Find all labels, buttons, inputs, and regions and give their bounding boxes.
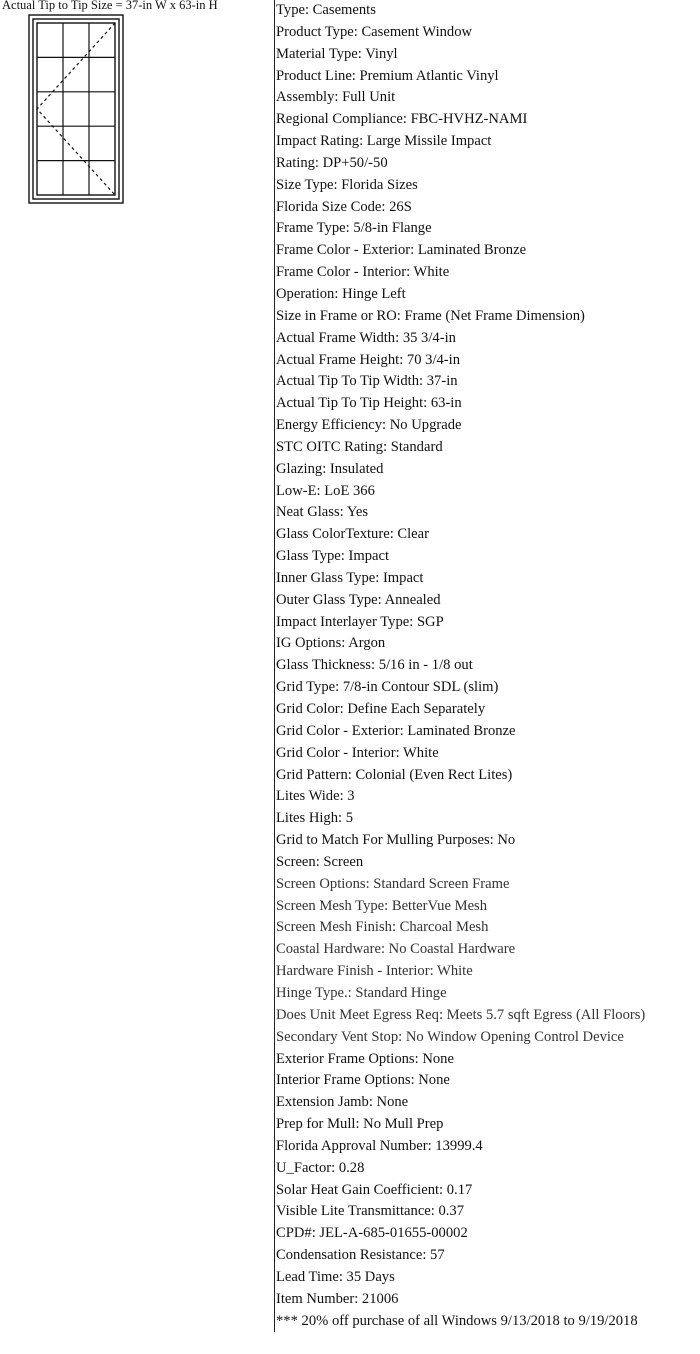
spec-value: No Coastal Hardware [388,941,516,958]
spec-label: Hinge Type. [276,984,348,1001]
spec-value: Laminated Bronze [417,242,527,259]
spec-label: U_Factor [276,1159,332,1176]
spec-row [275,677,700,699]
spec-label: Grid Type [276,679,336,696]
tip-to-tip-size-caption: Actual Tip to Tip Size = 37-in W x 63-in H [2,0,218,12]
spec-value: 35 Days [346,1268,395,1285]
spec-row [275,1070,700,1092]
spec-row [275,109,700,131]
spec-value: 5/16 in - 1/8 out [378,657,473,674]
spec-row [275,66,700,88]
spec-separator: : [382,417,390,434]
spec-row [275,1201,700,1223]
spec-label: Actual Frame Height [276,351,400,368]
spec-value: DP+50/-50 [322,154,388,171]
spec-label: Florida Approval Number [276,1137,428,1154]
spec-label: Product Line [276,67,352,84]
spec-row [275,917,700,939]
spec-value: Screen [323,853,364,870]
spec-row [275,262,700,284]
spec-separator: : [371,657,379,674]
spec-label: Extension Jamb [276,1094,369,1111]
spec-row [275,765,700,787]
spec-separator: : [347,766,356,783]
spec-value: 63-in [430,395,462,412]
spec-label: Does Unit Meet Egress Req [276,1006,439,1023]
spec-value: 13999.4 [435,1137,483,1154]
spec-separator: : [333,176,342,193]
spec-separator: : [383,438,391,455]
spec-separator: : [375,569,383,586]
spec-label: Interior Frame Options [276,1072,411,1089]
spec-label: Screen [276,853,316,870]
casement-window-hinge-left-icon [28,14,124,204]
spec-row [275,218,700,240]
spec-row [275,1136,700,1158]
spec-row [275,371,700,393]
spec-label: Outer Glass Type [276,591,378,608]
spec-value: 70 3/4-in [406,351,461,368]
spec-row [275,1158,700,1180]
spec-separator: : [338,1268,347,1285]
spec-label: Screen Mesh Finish [276,919,392,936]
spec-separator: : [355,1116,364,1133]
spec-value: 0.17 [446,1181,473,1198]
spec-label: Grid Color [276,701,340,717]
spec-value: Define Each Separately [347,701,486,717]
spec-separator: : [311,1225,320,1242]
promo-line: *** 20% off purchase of all Windows 9/13/2018 to 9/19/2018 [276,1312,638,1329]
spec-row [275,87,700,109]
spec-value: Casement Window [361,23,473,40]
spec-row [275,502,700,524]
spec-value: Florida Sizes [341,176,418,193]
spec-label: Screen Mesh Type [276,897,385,914]
spec-label: Solar Heat Gain Coefficient [276,1181,440,1198]
spec-value: FBC-HVHZ-NAMI [410,111,528,128]
spec-row [275,568,700,590]
spec-label: Impact Rating [276,133,360,150]
spec-value: White [437,963,473,980]
spec-label: Grid to Match For Mulling Purposes [276,832,490,849]
spec-label: Inner Glass Type [276,569,376,586]
spec-value: 26S [389,198,412,215]
spec-separator: : [359,133,367,150]
spec-row [275,939,700,961]
spec-row [275,699,700,721]
spec-separator: : [430,1203,439,1220]
spec-label: Type [276,2,305,18]
spec-separator: : [427,1137,436,1154]
spec-label: Secondary Vent Stop [276,1028,399,1045]
spec-label: Frame Color - Interior [276,264,407,281]
spec-value: White [403,744,439,761]
spec-label: Actual Tip To Tip Height [276,395,424,412]
spec-row [275,44,700,66]
spec-separator: : [304,2,313,18]
spec-row [275,743,700,765]
spec-label: Hardware Finish - Interior [276,963,430,980]
spec-row [275,22,700,44]
spec-row [275,1180,700,1202]
spec-label: Energy Efficiency [276,417,383,434]
spec-value: 35 3/4-in [402,329,456,346]
spec-label: Glass Thickness [276,657,371,674]
spec-row [275,721,700,743]
spec-separator: : [395,744,404,761]
spec-separator: : [399,722,408,739]
spec-row [275,590,700,612]
spec-separator: : [316,482,325,499]
spec-value: None [422,1050,454,1067]
spec-value: None [418,1072,450,1089]
spec-row [275,175,700,197]
spec-value: No [497,832,516,849]
spec-value: Argon [348,635,386,652]
spec-separator: : [396,307,405,324]
spec-row [275,1005,700,1027]
spec-row [275,153,700,175]
spec-value: Charcoal Mesh [399,919,489,936]
spec-value: No Mull Prep [363,1116,444,1133]
spec-value: Full Unit [342,89,396,106]
spec-label: Frame Type [276,220,346,237]
spec-label: Actual Tip To Tip Width [276,373,420,390]
spec-separator: : [406,264,414,281]
spec-separator: : [368,1094,377,1111]
spec-row [275,546,700,568]
spec-separator: : [338,810,346,827]
spec-value: 3 [347,788,355,805]
spec-separator: : [314,154,323,171]
spec-value: 21006 [361,1290,399,1307]
spec-row [275,786,700,808]
spec-separator: : [353,23,362,40]
spec-label: IG Options [276,635,342,652]
spec-value: BetterVue Mesh [391,897,488,914]
spec-separator: : [398,1028,406,1045]
spec-value: JEL-A-685-01655-00002 [319,1225,468,1242]
spec-row [275,1114,700,1136]
spec-label: STC OITC Rating [276,438,384,455]
spec-row [275,1223,700,1245]
spec-value: 37-in [426,373,458,390]
spec-separator: : [345,220,354,237]
spec-separator: : [377,591,385,608]
spec-row [275,874,700,896]
spec-label: Coastal Hardware [276,941,381,958]
spec-label: Lites Wide [276,788,340,805]
spec-row [275,306,700,328]
spec-value: Standard [390,438,443,455]
spec-value: No Window Opening Control Device [405,1028,624,1045]
spec-label: Glass ColorTexture [276,526,390,543]
spec-value: None [376,1094,409,1111]
spec-separator: : [365,875,374,892]
spec-value: Clear [397,526,429,543]
spec-row [275,1245,700,1267]
spec-separator: : [429,963,438,980]
spec-row [275,852,700,874]
spec-separator: : [322,460,330,477]
spec-separator: : [438,1006,447,1023]
spec-separator: : [357,45,366,62]
spec-separator: : [351,67,360,84]
spec-separator: : [422,1247,431,1264]
spec-separator: : [347,984,356,1001]
spec-row [275,415,700,437]
spec-separator: : [410,242,418,259]
spec-value: Standard Screen Frame [373,875,510,892]
spec-value: LoE 366 [324,482,375,499]
spec-label: Grid Color - Exterior [276,722,400,739]
spec-value: 57 [430,1247,445,1264]
spec-label: Florida Size Code [276,198,382,215]
spec-row [275,481,700,503]
spec-value: Insulated [329,460,384,477]
spec-value: Impact [348,548,390,565]
spec-row [275,350,700,372]
spec-row [275,1027,700,1049]
spec-row [275,961,700,983]
spec-separator: : [384,897,392,914]
spec-separator: : [331,1159,339,1176]
spec-row [275,328,700,350]
spec-label: Actual Frame Width [276,329,396,346]
spec-label: Frame Color - Exterior [276,242,411,259]
spec-row [275,1049,700,1071]
spec-value: Premium Atlantic Vinyl [359,67,499,84]
spec-separator: : [340,548,349,565]
spec-value: Colonial (Even Rect Lites) [355,766,513,783]
spec-value: Impact [382,569,424,586]
spec-value: 0.28 [338,1159,365,1176]
spec-separator: : [354,1290,362,1307]
spec-separator: : [399,351,407,368]
spec-label: Exterior Frame Options [276,1050,415,1067]
spec-label: Item Number [276,1290,355,1307]
spec-row [275,1267,700,1289]
spec-separator: : [423,395,431,412]
spec-value: Annealed [384,591,441,608]
spec-separator: : [380,941,389,958]
spec-row [275,1289,700,1311]
spec-separator: : [315,853,324,870]
spec-label: Size in Frame or RO [276,307,397,324]
spec-label: Grid Pattern [276,766,348,783]
spec-row [275,437,700,459]
spec-separator: : [402,111,411,128]
spec-label: Screen Options [276,875,366,892]
spec-row [275,1092,700,1114]
spec-label: Regional Compliance [276,111,403,128]
spec-row [275,240,700,262]
spec-label: Neat Glass [276,504,340,521]
spec-value: 7/8-in Contour SDL (slim) [342,679,499,696]
spec-label: Rating [276,154,315,171]
spec-separator: : [414,1050,423,1067]
spec-label: Size Type [276,176,334,193]
spec-row [275,393,700,415]
spec-label: Lites High [276,810,339,827]
spec-value: White [413,264,450,281]
spec-value: Meets 5.7 sqft Egress (All Floors) [446,1006,646,1023]
spec-label: Operation [276,285,335,302]
spec-value: Vinyl [365,45,398,62]
spec-row [275,524,700,546]
spec-separator: : [439,1181,447,1198]
spec-value: Casements [312,2,376,18]
spec-row [275,896,700,918]
spec-row [275,131,700,153]
spec-label: Visible Lite Transmittance [276,1203,431,1220]
spec-label: CPD# [276,1225,312,1242]
spec-row [275,655,700,677]
spec-value: SGP [416,613,444,630]
spec-separator: : [395,329,403,346]
spec-label: Lead Time [276,1268,339,1285]
spec-label: Glass Type [276,548,341,565]
spec-separator: : [410,1072,419,1089]
spec-label: Assembly [276,89,335,106]
spec-list [274,0,700,1332]
spec-label: Prep for Mull [276,1116,356,1133]
spec-separator: : [339,788,348,805]
spec-value: 5/8-in Flange [353,220,432,237]
spec-row [275,633,700,655]
spec-row [275,284,700,306]
spec-separator: : [334,285,343,302]
spec-separator: : [389,526,398,543]
spec-value: Large Missile Impact [366,133,492,150]
spec-value: Standard Hinge [355,984,447,1001]
spec-separator: : [339,701,348,717]
spec-value: Laminated Bronze [407,722,516,739]
spec-row [275,197,700,219]
spec-separator: : [409,613,417,630]
spec-row [275,983,700,1005]
spec-separator: : [419,373,427,390]
spec-row [275,830,700,852]
spec-row [275,612,700,634]
spec-separator: : [339,504,347,521]
spec-value: No Upgrade [389,417,462,434]
spec-label: Glazing [276,460,323,477]
spec-separator: : [341,635,349,652]
spec-value: Yes [346,504,369,521]
spec-separator: : [489,832,498,849]
spec-label: Condensation Resistance [276,1247,423,1264]
spec-row [275,459,700,481]
spec-row [275,808,700,830]
spec-separator: : [335,679,343,696]
spec-separator: : [391,919,400,936]
spec-separator: : [381,198,390,215]
spec-value: Hinge Left [342,285,406,302]
spec-label: Low-E [276,482,317,499]
spec-label: Material Type [276,45,358,62]
spec-label: Impact Interlayer Type [276,613,410,630]
spec-row [275,0,700,22]
spec-label: Product Type [276,23,354,40]
spec-label: Grid Color - Interior [276,744,396,761]
spec-value: Frame (Net Frame Dimension) [404,307,585,324]
spec-separator: : [334,89,343,106]
spec-value: 0.37 [438,1203,465,1220]
spec-value: 5 [345,810,354,827]
